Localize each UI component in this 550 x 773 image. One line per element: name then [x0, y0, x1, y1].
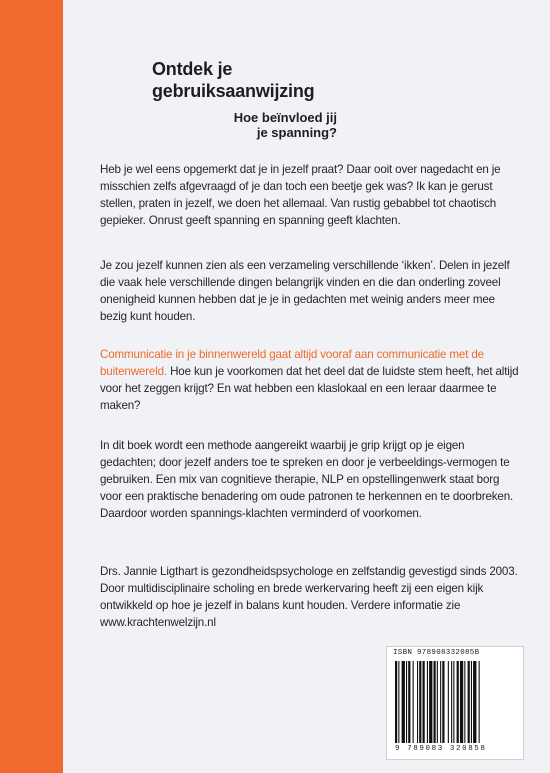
- barcode-bar: [423, 661, 425, 743]
- barcode-bar: [408, 661, 410, 743]
- barcode-bar: [398, 661, 399, 743]
- barcode-bar: [419, 661, 421, 743]
- barcode-bar: [453, 661, 454, 743]
- paragraph-communicatie: [100, 346, 520, 414]
- subtitle-line-2: je spanning?: [256, 125, 337, 140]
- barcode-bar: [440, 661, 441, 743]
- barcode-bar: [429, 661, 432, 743]
- barcode-bar: [437, 661, 438, 743]
- barcode-bar: [434, 661, 436, 743]
- highlighted-quote: Communicatie in je binnenwereld gaat altijd vooraf aan communicatie met de buitenwereld.: [100, 348, 484, 378]
- book-subtitle: [187, 110, 337, 140]
- book-title: [152, 58, 314, 102]
- orange-spine: [0, 0, 63, 773]
- barcode-bar: [442, 661, 444, 743]
- barcode-bar: [471, 661, 472, 743]
- isbn-barcode: [386, 646, 524, 760]
- barcode-bar: [413, 661, 414, 743]
- paragraph-author-bio: Drs. Jannie Ligthart is gezondheidspsychologe en zelfstandig gevestigd sinds 2003. Door multidisciplinaire scholing en brede werkervaring heeft zij een eigen kijk ontwikkeld op hoe je jezelf in balans kunt houden. Verdere informatie zie www.krachtenwelzijn.nl: [100, 565, 518, 629]
- barcode-bar: [460, 661, 463, 743]
- isbn-text-bottom: 9 789083 320858: [395, 745, 487, 753]
- paragraph-communicatie-rest: Hoe kun je voorkomen dat het deel dat de luidste stem heeft, het altijd voor het zeggen krijgt? En wat hebben een klaslokaal en een leraar daarmee te maken?: [100, 365, 519, 412]
- barcode-bar: [448, 661, 449, 743]
- title-line-2: gebruiksaanwijzing: [152, 81, 315, 101]
- barcode-bar: [395, 661, 397, 743]
- subtitle-line-1: Hoe beïnvloed jij: [233, 110, 337, 125]
- barcode-bar: [406, 661, 407, 743]
- isbn-text-top: ISBN 978908332085B: [393, 649, 480, 657]
- barcode-bar: [402, 661, 405, 743]
- paragraph-intro: Heb je wel eens opgemerkt dat je in jezelf praat? Daar ooit over nagedacht en je misschien zelfs afgevraagd of je dan toch een beetje gek was? Ik kan je gerust stellen, praten in jezelf, we doen het allemaal. Van rustig gebabbel tot chaotisch gepieker. Onrust geeft spanning en spanning geeft klachten.: [100, 163, 501, 227]
- title-line-1: Ontdek je: [152, 59, 233, 79]
- barcode-bar: [479, 661, 480, 743]
- barcode-bars: [395, 661, 515, 743]
- barcode-bar: [457, 661, 459, 743]
- barcode-bar: [451, 661, 452, 743]
- barcode-bar: [464, 661, 465, 743]
- barcode-bar: [468, 661, 470, 743]
- barcode-bar: [473, 661, 476, 743]
- barcode-bar: [427, 661, 428, 743]
- paragraph-methode: In dit boek wordt een methode aangereikt waarbij je grip krijgt op je eigen gedachten; door jezelf anders toe te spreken en door je verbeeldings-vermogen te gebruiken. Een mix van cognitieve therapie, NLP en opstellingenwerk staat borg voor een praktische benadering om oude patronen te herkennen en te doorbreken. Daardoor worden spannings-klachten verminderd of voorkomen.: [100, 439, 514, 520]
- paragraph-ikken: Je zou jezelf kunnen zien als een verzameling verschillende ‘ikken’. Delen in jezelf die vaak hele verschillende dingen belangrijk vinden en die dan onderling zoveel onenigheid kunnen hebben dat je je in gedachten met weinig anders meer mee bezig kunt houden.: [100, 259, 510, 323]
- barcode-bar: [417, 661, 418, 743]
